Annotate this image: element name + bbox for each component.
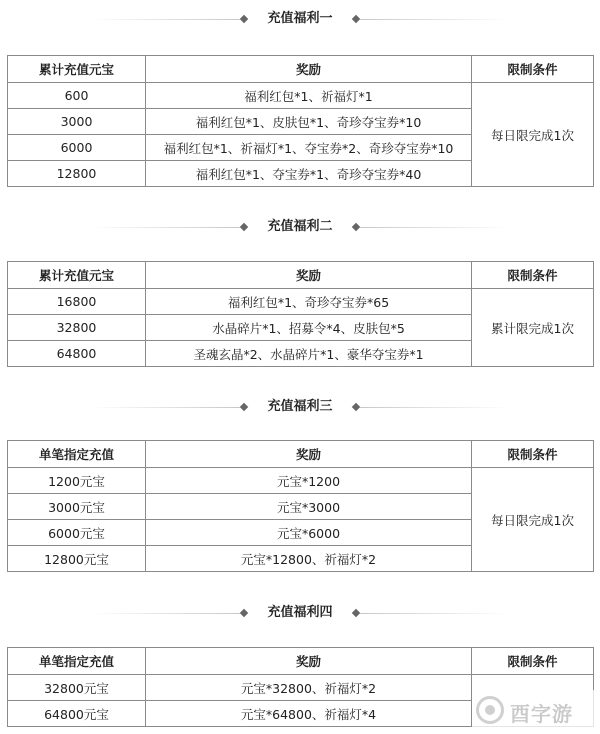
diamond-icon: [240, 403, 248, 411]
reward-cell: 元宝*1200: [146, 468, 472, 494]
table-header-row: [8, 56, 594, 83]
logo-circle-icon: [476, 696, 504, 724]
reward-cell: 元宝*3000: [146, 494, 472, 520]
reward-table-3: [7, 440, 594, 572]
diamond-icon: [352, 223, 360, 231]
header-reward: 奖励: [146, 262, 472, 289]
reward-table-2: [7, 261, 594, 367]
reward-cell: 福利红包*1、祈福灯*1: [146, 83, 472, 109]
amount-cell: 32800: [8, 315, 146, 341]
section-1: [0, 8, 600, 30]
amount-cell: 12800: [8, 161, 146, 187]
section-title: 充值福利四: [0, 602, 600, 624]
reward-cell: 元宝*12800、祈福灯*2: [146, 546, 472, 572]
reward-cell: 福利红包*1、奇珍夺宝券*65: [146, 289, 472, 315]
header-amount: 单笔指定充值: [8, 441, 146, 468]
header-limit: 限制条件: [472, 56, 594, 83]
section-2: [0, 216, 600, 238]
header-reward: 奖励: [146, 56, 472, 83]
table-row: [8, 289, 594, 315]
diamond-icon: [352, 609, 360, 617]
watermark-text: 酉字游: [510, 702, 573, 726]
reward-cell: 福利红包*1、夺宝券*1、奇珍夺宝券*40: [146, 161, 472, 187]
amount-cell: 600: [8, 83, 146, 109]
header-amount: 累计充值元宝: [8, 56, 146, 83]
amount-cell: 6000元宝: [8, 520, 146, 546]
amount-cell: 6000: [8, 135, 146, 161]
amount-cell: 16800: [8, 289, 146, 315]
reward-cell: 圣魂玄晶*2、水晶碎片*1、豪华夺宝券*1: [146, 341, 472, 367]
amount-cell: 12800元宝: [8, 546, 146, 572]
reward-cell: 福利红包*1、皮肤包*1、奇珍夺宝券*10: [146, 109, 472, 135]
section-title: 充值福利二: [0, 216, 600, 238]
reward-cell: 元宝*32800、祈福灯*2: [146, 675, 472, 701]
limit-cell: 累计限完成1次: [472, 289, 594, 367]
reward-cell: 元宝*64800、祈福灯*4: [146, 701, 472, 727]
diamond-icon: [240, 609, 248, 617]
table-row: [8, 468, 594, 494]
amount-cell: 64800元宝: [8, 701, 146, 727]
diamond-icon: [240, 223, 248, 231]
reward-cell: 元宝*6000: [146, 520, 472, 546]
reward-table-1: [7, 55, 594, 187]
watermark: [472, 690, 596, 734]
amount-cell: 3000元宝: [8, 494, 146, 520]
section-4: [0, 602, 600, 624]
table-row: [8, 83, 594, 109]
reward-cell: 水晶碎片*1、招募令*4、皮肤包*5: [146, 315, 472, 341]
section-3: [0, 396, 600, 418]
table-header-row: [8, 648, 594, 675]
diamond-icon: [352, 15, 360, 23]
header-limit: 限制条件: [472, 262, 594, 289]
amount-cell: 1200元宝: [8, 468, 146, 494]
section-title: 充值福利三: [0, 396, 600, 418]
table-header-row: [8, 441, 594, 468]
header-reward: 奖励: [146, 648, 472, 675]
diamond-icon: [240, 15, 248, 23]
header-amount: 单笔指定充值: [8, 648, 146, 675]
diamond-icon: [352, 403, 360, 411]
table-header-row: [8, 262, 594, 289]
section-title: 充值福利一: [0, 8, 600, 30]
limit-cell: 每日限完成1次: [472, 83, 594, 187]
header-limit: 限制条件: [472, 648, 594, 675]
limit-cell: 每日限完成1次: [472, 468, 594, 572]
reward-cell: 福利红包*1、祈福灯*1、夺宝券*2、奇珍夺宝券*10: [146, 135, 472, 161]
header-reward: 奖励: [146, 441, 472, 468]
header-limit: 限制条件: [472, 441, 594, 468]
amount-cell: 3000: [8, 109, 146, 135]
amount-cell: 64800: [8, 341, 146, 367]
amount-cell: 32800元宝: [8, 675, 146, 701]
header-amount: 累计充值元宝: [8, 262, 146, 289]
